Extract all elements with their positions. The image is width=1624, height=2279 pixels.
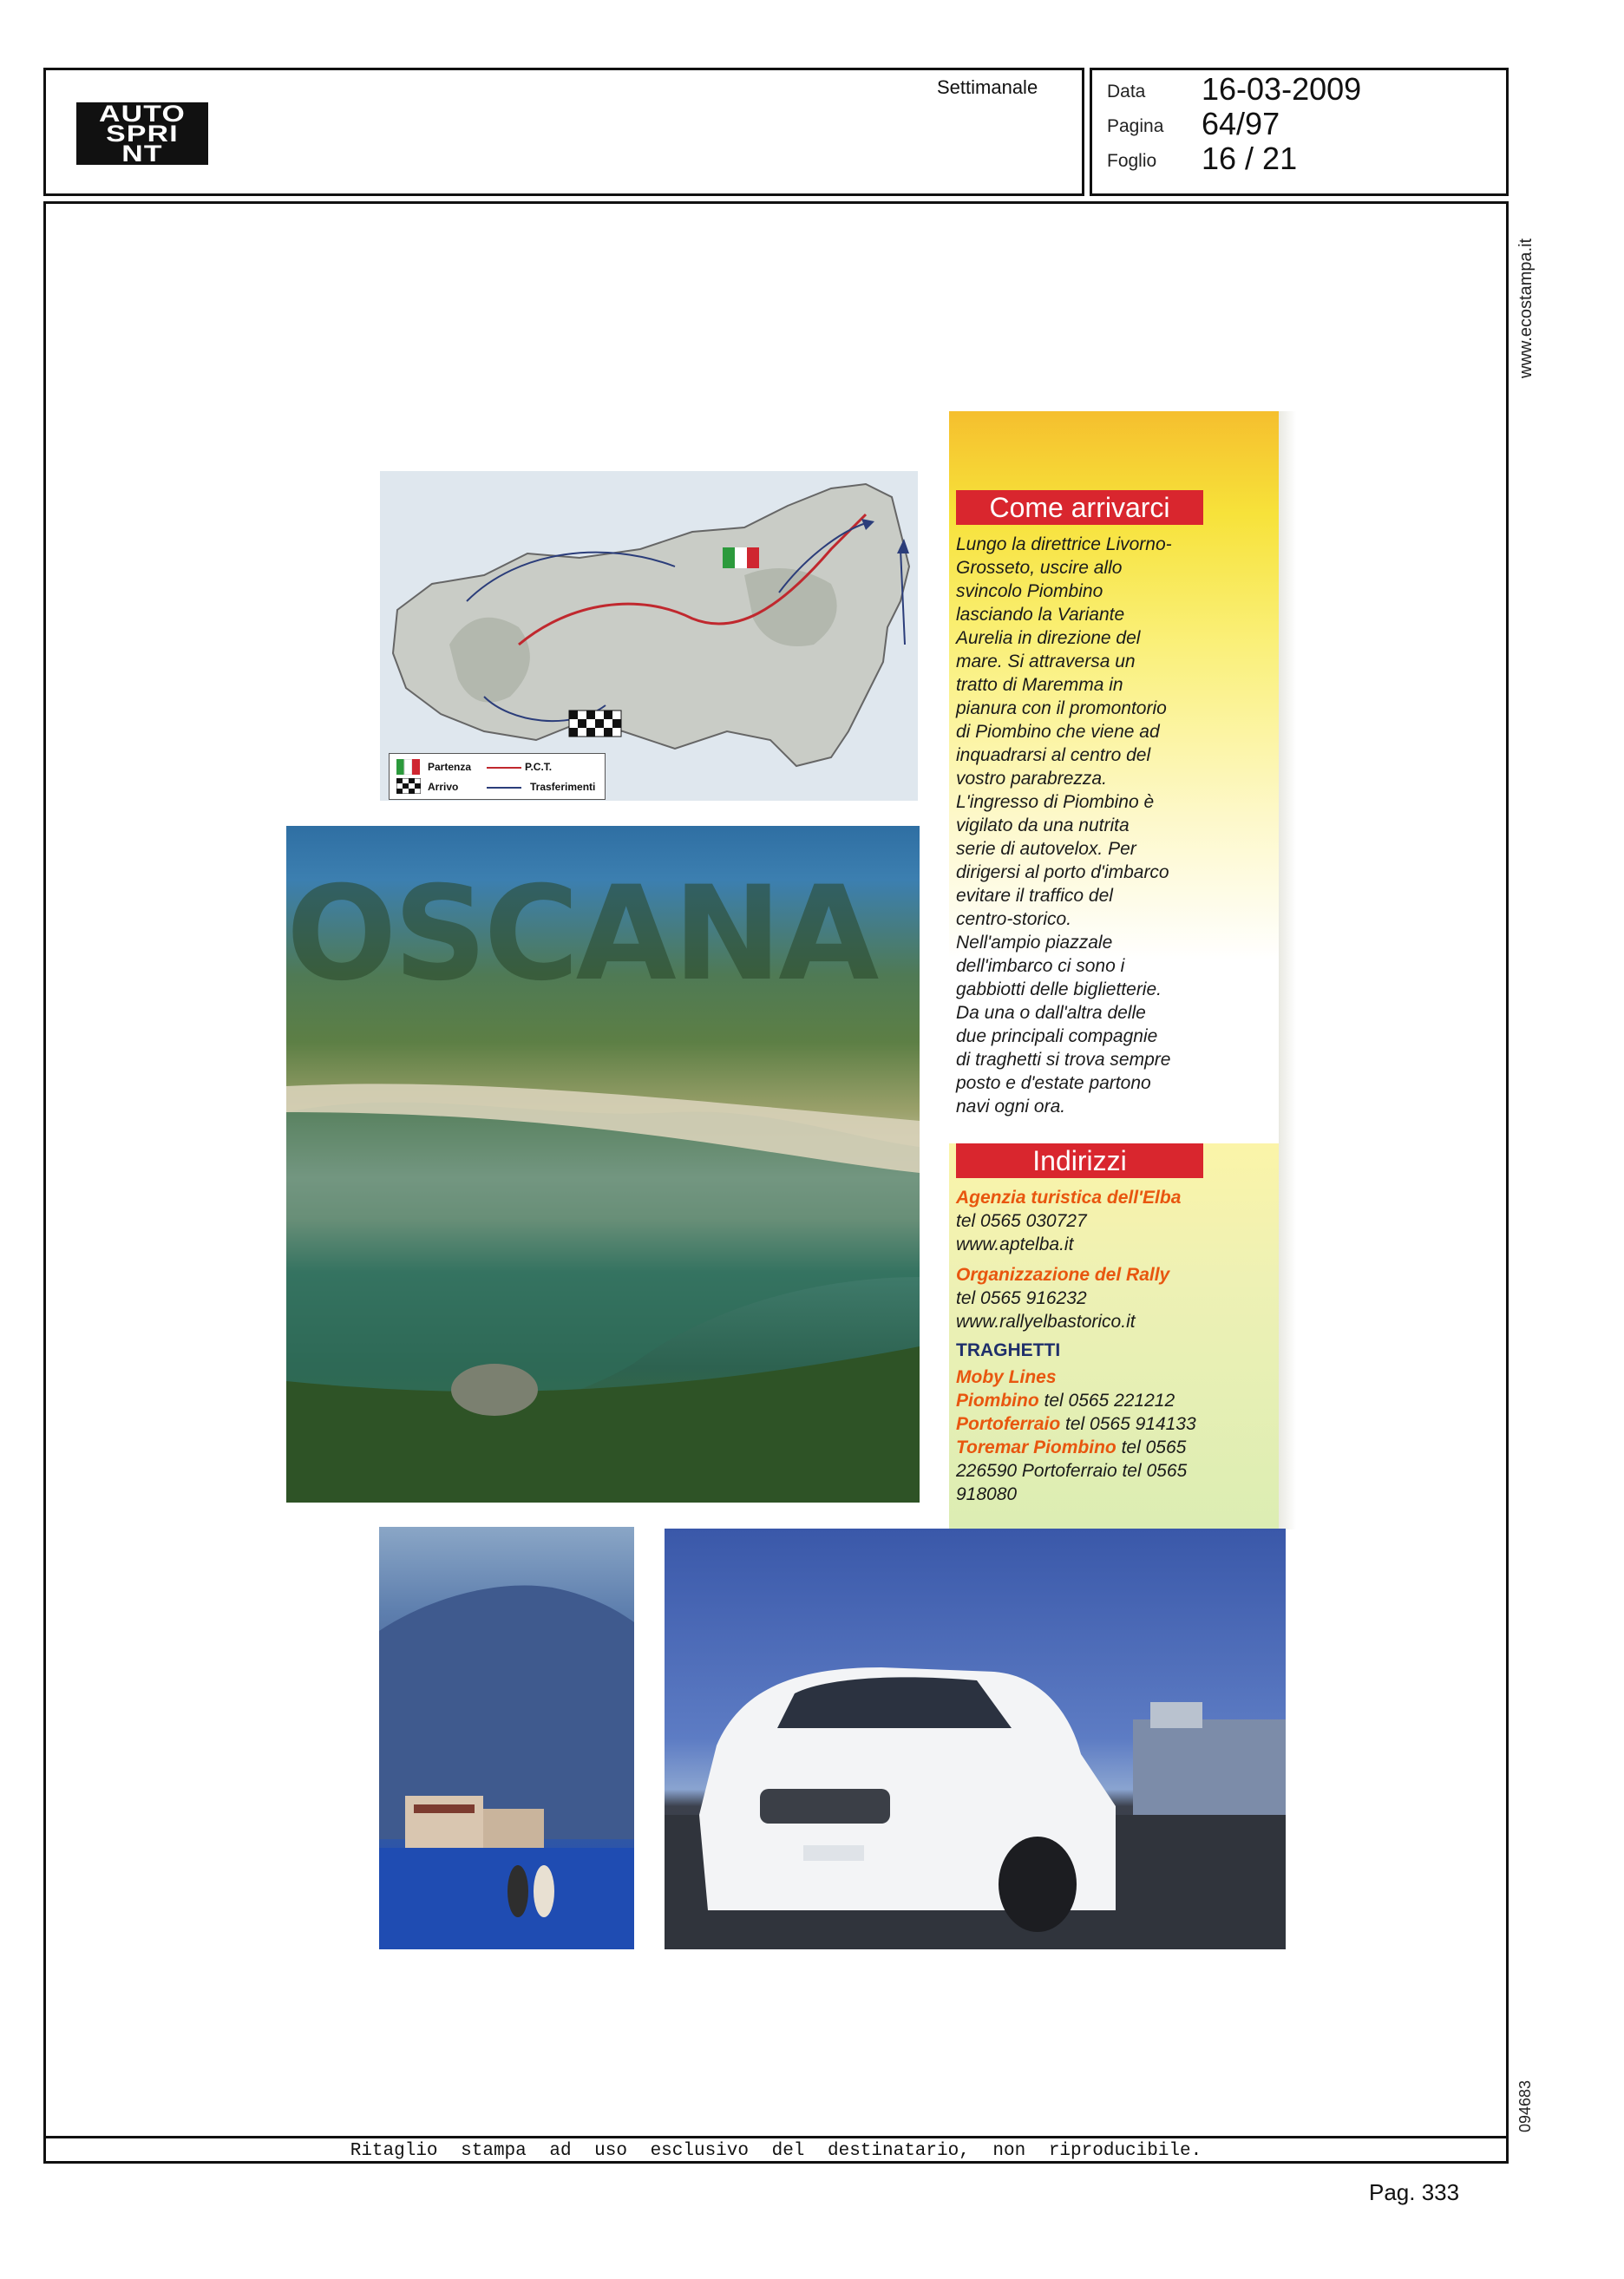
ferries-heading: TRAGHETTI xyxy=(956,1340,1061,1360)
how-to-get-there-heading: Come arrivarci xyxy=(956,490,1203,525)
side-website: www.ecostampa.it xyxy=(1516,238,1536,378)
moby-piombino-phone: tel 0565 221212 xyxy=(1038,1391,1175,1411)
agency-website: www.aptelba.it xyxy=(956,1234,1074,1254)
legend-transfers-label: Trasferimenti xyxy=(530,781,596,793)
legend-pct-label: P.C.T. xyxy=(525,761,553,773)
map-legend xyxy=(389,753,606,800)
how-line: vigilato da una nutrita xyxy=(956,815,1130,835)
side-archive-code: 094683 xyxy=(1516,2079,1534,2132)
how-line: centro-storico. xyxy=(956,909,1072,929)
legend-pct-line xyxy=(487,767,521,769)
legend-finish-label: Arrivo xyxy=(428,781,459,793)
toremar-label: Toremar Piombino xyxy=(956,1437,1116,1457)
how-line: lasciando la Variante xyxy=(956,605,1125,625)
checkered-flag-icon xyxy=(569,711,621,737)
how-line: pianura con il promontorio xyxy=(956,698,1167,718)
toremar-row xyxy=(956,1436,1277,1459)
meta-page-value: 64/97 xyxy=(1202,106,1280,141)
logo-line-2: SPRI xyxy=(106,121,179,147)
rally-organization-name: Organizzazione del Rally xyxy=(956,1265,1170,1285)
meta-sheet-label: Foglio xyxy=(1107,151,1157,171)
how-line: navi ogni ora. xyxy=(956,1097,1066,1117)
harbor-photo xyxy=(379,1527,634,1949)
how-to-get-there-text xyxy=(956,533,1277,1118)
rally-website: www.rallyelbastorico.it xyxy=(956,1312,1136,1332)
addresses-heading: Indirizzi xyxy=(956,1143,1203,1178)
rally-route-map xyxy=(380,471,918,801)
toscana-watermark: OSCANA xyxy=(286,859,876,1010)
legend-start-label: Partenza xyxy=(428,761,472,773)
logo-line-1: AUTO xyxy=(98,101,186,127)
frequency-label: Settimanale xyxy=(937,76,1038,98)
addresses-list xyxy=(956,1186,1277,1506)
how-line: di Piombino che viene ad xyxy=(956,722,1160,742)
how-line: inquadrarsi al centro del xyxy=(956,745,1151,765)
legend-transfers-line xyxy=(487,787,521,789)
how-line: dirigersi al porto d'imbarco xyxy=(956,862,1169,882)
how-line: due principali compagnie xyxy=(956,1026,1158,1046)
how-line: Lungo la direttrice Livorno- xyxy=(956,534,1172,554)
how-line: posto e d'estate partono xyxy=(956,1073,1151,1093)
how-line: Nell'ampio piazzale xyxy=(956,933,1113,953)
reproduction-notice: Ritaglio stampa ad uso esclusivo del destinatario, non riproducibile. xyxy=(45,2136,1507,2166)
how-line: evitare il traffico del xyxy=(956,886,1113,906)
how-line: vostro parabrezza. xyxy=(956,769,1107,789)
how-line: L'ingresso di Piombino è xyxy=(956,792,1155,812)
toremar-line-3: 918080 xyxy=(956,1484,1018,1504)
how-line: Da una o dall'altra delle xyxy=(956,1003,1146,1023)
meta-page-label: Pagina xyxy=(1107,116,1164,136)
publication-logo xyxy=(76,102,208,165)
logo-line-3: NT xyxy=(121,141,163,167)
moby-piombino-row xyxy=(956,1389,1277,1412)
harbor-photo-shapes xyxy=(379,1527,634,1949)
meta-date-label: Data xyxy=(1107,82,1146,102)
moby-portoferraio-phone: tel 0565 914133 xyxy=(1060,1414,1196,1434)
toremar-phone-start: tel 0565 xyxy=(1116,1437,1187,1457)
how-line: Grosseto, uscire allo xyxy=(956,558,1123,578)
suv-on-quay-photo xyxy=(665,1529,1286,1949)
italian-flag-icon xyxy=(396,759,421,775)
how-line: tratto di Maremma in xyxy=(956,675,1123,695)
panel-shadow xyxy=(1279,411,1296,1529)
moby-portoferraio-label: Portoferraio xyxy=(956,1414,1061,1434)
meta-sheet-value: 16 / 21 xyxy=(1202,141,1298,176)
agency-name: Agenzia turistica dell'Elba xyxy=(956,1188,1182,1208)
how-line: gabbiotti delle biglietterie. xyxy=(956,979,1162,999)
meta-date-value: 16-03-2009 xyxy=(1202,71,1362,107)
agency-phone: tel 0565 030727 xyxy=(956,1211,1087,1231)
suv-photo-shapes xyxy=(665,1529,1286,1949)
moby-lines-name: Moby Lines xyxy=(956,1367,1057,1387)
elba-island-map-drawing xyxy=(380,471,918,801)
page-number: Pag. 333 xyxy=(1369,2179,1460,2205)
legend-checkered-flag-icon xyxy=(396,778,421,794)
how-line: di traghetti si trova sempre xyxy=(956,1050,1171,1070)
how-line: mare. Si attraversa un xyxy=(956,652,1136,671)
how-line: dell'imbarco ci sono i xyxy=(956,956,1125,976)
moby-piombino-label: Piombino xyxy=(956,1391,1039,1411)
how-line: Aurelia in direzione del xyxy=(956,628,1141,648)
rally-phone: tel 0565 916232 xyxy=(956,1288,1087,1308)
toremar-line-2: 226590 Portoferraio tel 0565 xyxy=(956,1461,1188,1481)
how-line: serie di autovelox. Per xyxy=(956,839,1136,859)
moby-portoferraio-row xyxy=(956,1412,1277,1436)
how-line: svincolo Piombino xyxy=(956,581,1103,601)
